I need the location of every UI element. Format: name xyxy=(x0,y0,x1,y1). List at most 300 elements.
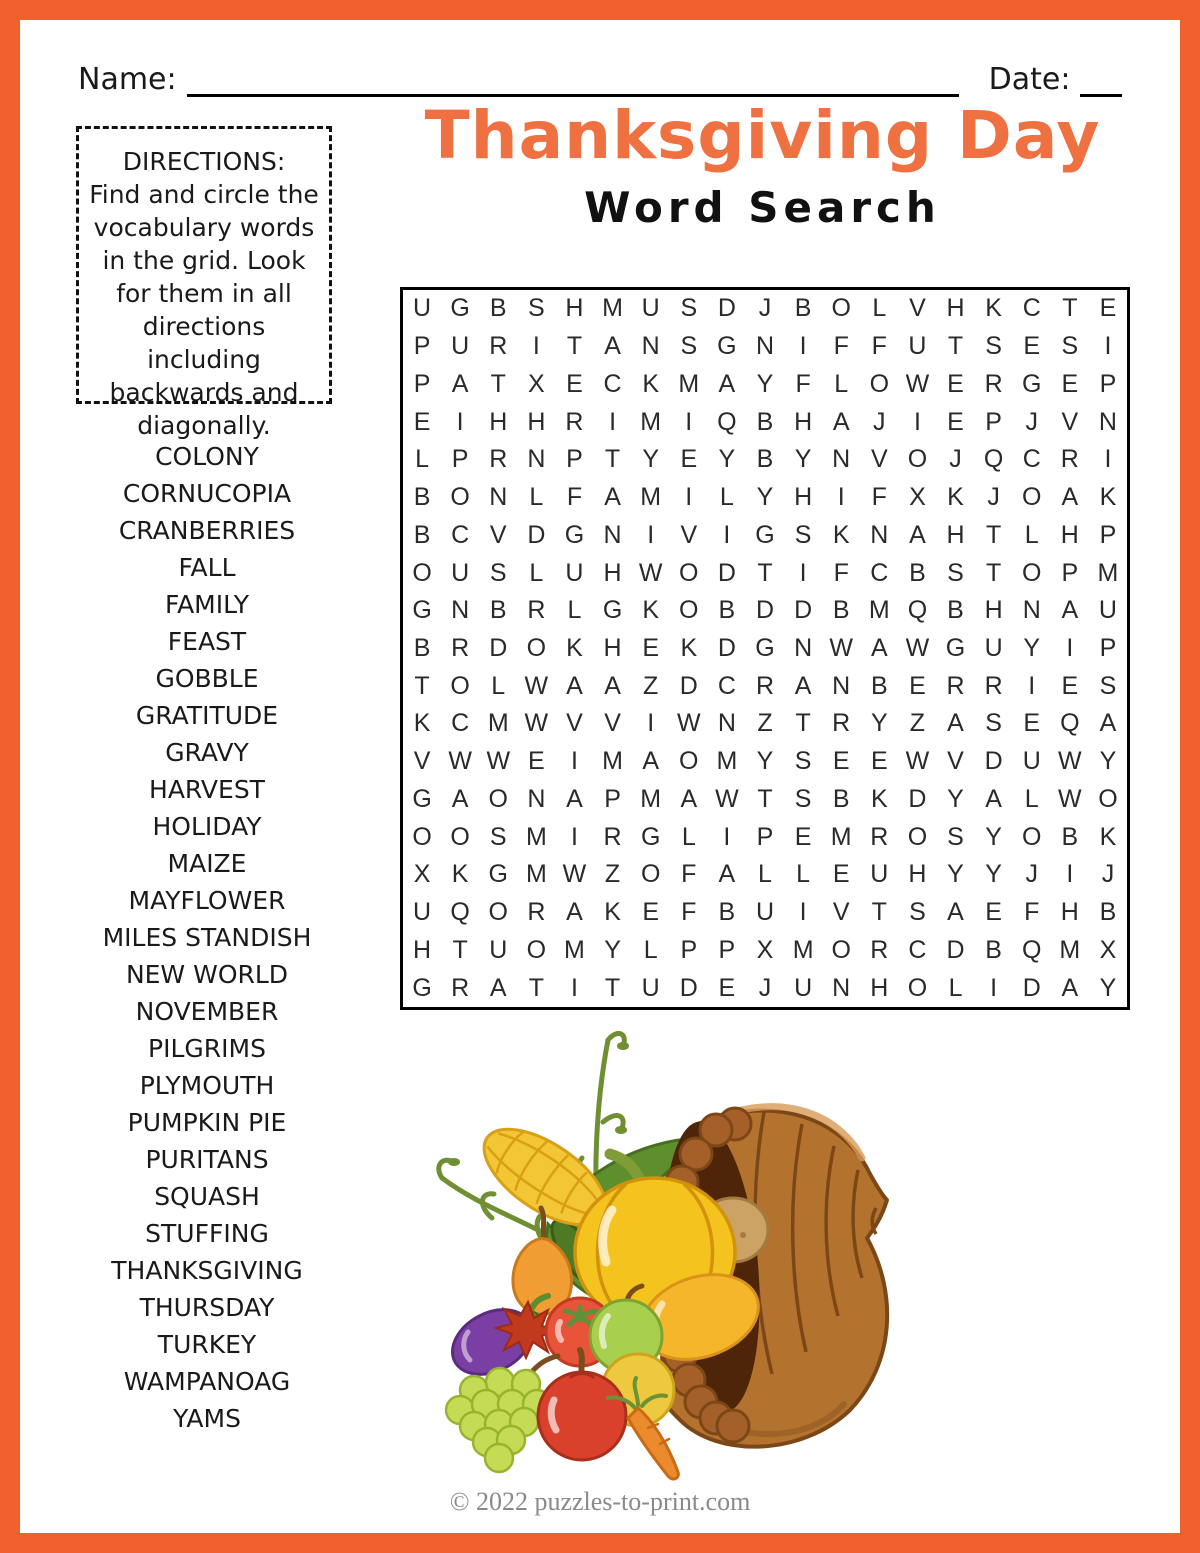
grid-letter: S xyxy=(528,294,545,323)
word-item: GRATITUDE xyxy=(135,701,279,730)
word-item: PURITANS xyxy=(145,1145,269,1174)
word-item: SQUASH xyxy=(154,1182,260,1211)
grid-letter: T xyxy=(490,369,506,398)
grid-letter: Q xyxy=(1022,935,1042,964)
grid-letter: L xyxy=(643,935,658,964)
grid-letter: D xyxy=(717,633,736,662)
grid-letter: I xyxy=(723,822,731,851)
grid-letter: J xyxy=(758,973,772,1002)
grid-letter: O xyxy=(679,747,699,776)
grid-letter: O xyxy=(450,822,470,851)
grid-letter: V xyxy=(947,747,964,776)
word-item: TURKEY xyxy=(157,1330,257,1359)
grid-letter: G xyxy=(450,294,470,323)
grid-letter: A xyxy=(642,747,660,776)
grid-letter: B xyxy=(756,445,774,474)
grid-letter: N xyxy=(832,671,851,700)
grid-letter: K xyxy=(642,596,660,625)
grid-letter: S xyxy=(1061,332,1079,361)
grid-letter: I xyxy=(609,407,617,436)
grid-letter: S xyxy=(489,822,507,851)
grid-letter: K xyxy=(1099,483,1117,512)
grid-letter: L xyxy=(415,445,429,474)
grid-letter: D xyxy=(794,596,813,625)
grid-letter: L xyxy=(948,973,963,1002)
grid-letter: S xyxy=(489,558,507,587)
word-item: COLONY xyxy=(155,442,259,471)
grid-letter: L xyxy=(529,483,544,512)
grid-letter: I xyxy=(570,822,578,851)
grid-letter: O xyxy=(831,294,851,323)
grid-letter: B xyxy=(909,558,926,587)
grid-letter: Z xyxy=(643,671,659,700)
grid-letter: S xyxy=(1099,671,1117,700)
grid-letter: U xyxy=(641,294,660,323)
grid-letter: T xyxy=(414,671,430,700)
grid-letter: T xyxy=(757,558,773,587)
word-item: CRANBERRIES xyxy=(118,516,296,545)
grid-letter: T xyxy=(985,520,1002,549)
grid-letter: D xyxy=(1022,973,1041,1002)
grid-letter: S xyxy=(985,332,1002,361)
grid-letter: Z xyxy=(909,709,926,738)
header-row xyxy=(78,58,1122,97)
grid-letter: H xyxy=(946,294,965,323)
page-subtitle: Word Search xyxy=(584,182,941,232)
grid-letter: F xyxy=(795,369,811,398)
grid-letter: I xyxy=(456,407,464,436)
grid-letter: M xyxy=(602,747,623,776)
grid-letter: M xyxy=(792,935,814,964)
grid-letter: F xyxy=(1024,898,1040,927)
grid-letter: U xyxy=(451,332,470,361)
grid-letter: Y xyxy=(756,747,774,776)
grid-letter: O xyxy=(1022,558,1042,587)
grid-letter: W xyxy=(562,860,587,889)
grid-letter: I xyxy=(685,483,693,512)
grid-letter: W xyxy=(1058,784,1082,813)
grid-letter: M xyxy=(716,747,738,776)
grid-letter: O xyxy=(679,596,699,625)
grid-letter: H xyxy=(794,407,813,436)
grid-letter: U xyxy=(641,973,660,1002)
grid-letter: R xyxy=(755,671,775,700)
grid-letter: A xyxy=(604,671,621,700)
grid-letter: X xyxy=(756,935,774,964)
letter-grid xyxy=(400,287,1130,1010)
grid-letter: D xyxy=(489,633,508,662)
grid-letter: R xyxy=(1060,445,1079,474)
grid-letter: B xyxy=(413,520,431,549)
grid-letter: A xyxy=(909,520,926,549)
grid-letter: T xyxy=(757,784,773,813)
grid-letter: K xyxy=(566,633,583,662)
cornucopia-illustration xyxy=(430,1012,1130,1484)
grid-letter: U xyxy=(451,558,470,587)
grid-letter: W xyxy=(638,558,663,587)
grid-letter: Y xyxy=(870,709,888,738)
grid-letter: T xyxy=(604,445,621,474)
grid-letter: I xyxy=(647,709,655,738)
grid-letter: Y xyxy=(985,860,1002,889)
grid-letter: P xyxy=(413,332,431,361)
grid-letter: Z xyxy=(757,709,773,738)
grid-letter: I xyxy=(799,898,807,927)
grid-letter: T xyxy=(452,935,468,964)
grid-letter: R xyxy=(565,407,584,436)
grid-letter: U xyxy=(413,898,432,927)
grid-letter: P xyxy=(413,369,431,398)
copyright-footer: © 2022 puzzles-to-print.com xyxy=(449,1487,751,1516)
grid-letter: H xyxy=(984,596,1003,625)
word-item: CORNUCOPIA xyxy=(122,479,292,508)
grid-letter: C xyxy=(451,709,470,738)
grid-letter: L xyxy=(1024,784,1039,813)
grid-letter: U xyxy=(755,898,775,927)
grid-letter: P xyxy=(1099,369,1117,398)
grid-letter: W xyxy=(524,709,549,738)
grid-letter: W xyxy=(905,369,930,398)
grid-letter: E xyxy=(718,973,736,1002)
grid-letter: H xyxy=(565,294,584,323)
grid-letter: U xyxy=(413,294,432,323)
grid-letter: T xyxy=(795,709,811,738)
grid-letter: D xyxy=(946,935,965,964)
grid-letter: Y xyxy=(985,822,1002,851)
grid-letter: M xyxy=(1097,558,1119,587)
grid-letter: F xyxy=(871,332,887,361)
grid-letter: N xyxy=(451,596,470,625)
grid-letter: J xyxy=(1101,860,1115,889)
grid-letter: E xyxy=(947,369,964,398)
grid-letter: L xyxy=(872,294,887,323)
grid-letter: A xyxy=(1099,709,1117,738)
grid-letter: A xyxy=(947,709,964,738)
grid-letter: Y xyxy=(718,445,736,474)
grid-letter: G xyxy=(488,860,508,889)
grid-letter: N xyxy=(489,483,508,512)
grid-letter: K xyxy=(985,294,1002,323)
grid-letter: C xyxy=(1022,445,1041,474)
grid-letter: E xyxy=(642,633,660,662)
grid-letter: Q xyxy=(1060,709,1080,738)
grid-letter: M xyxy=(678,369,700,398)
grid-letter: T xyxy=(871,898,887,927)
grid-letter: P xyxy=(604,784,621,813)
grid-letter: A xyxy=(489,973,507,1002)
title-block xyxy=(390,97,1135,232)
grid-letter: T xyxy=(1062,294,1078,323)
grid-letter: M xyxy=(640,784,662,813)
grid-letter: O xyxy=(907,822,928,851)
grid-letter: W xyxy=(486,747,511,776)
grid-letter: W xyxy=(905,633,930,662)
grid-letter: V xyxy=(909,294,926,323)
grid-letter: O xyxy=(450,671,470,700)
grid-letter: F xyxy=(871,483,887,512)
grid-letter: B xyxy=(832,596,850,625)
grid-letter: Y xyxy=(756,483,774,512)
grid-letter: A xyxy=(604,332,621,361)
grid-letter: R xyxy=(451,973,470,1002)
grid-letter: M xyxy=(602,294,623,323)
grid-letter: S xyxy=(680,294,698,323)
grid-letter: D xyxy=(679,671,698,700)
grid-letter: E xyxy=(832,747,850,776)
grid-letter: L xyxy=(1024,520,1039,549)
grid-letter: C xyxy=(603,369,622,398)
grid-letter: A xyxy=(566,784,583,813)
grid-letter: A xyxy=(832,407,850,436)
directions-body: Find and circle the vocabulary words in the grid. Look for them in all directions including backwards and diagonally. xyxy=(89,180,319,440)
word-item: HOLIDAY xyxy=(152,812,262,841)
grid-letter: O xyxy=(679,558,699,587)
grid-letter: J xyxy=(873,407,886,436)
grid-letter: G xyxy=(717,332,737,361)
grid-letter: O xyxy=(412,822,432,851)
grid-letter: G xyxy=(564,520,585,549)
grid-letter: I xyxy=(1066,633,1074,662)
grid-letter: N xyxy=(603,520,622,549)
grid-letter: M xyxy=(640,407,662,436)
grid-letter: H xyxy=(908,860,927,889)
grid-letter: B xyxy=(718,596,736,625)
grid-letter: O xyxy=(831,935,851,964)
grid-letter: U xyxy=(870,860,889,889)
grid-letter: G xyxy=(412,596,432,625)
grid-letter: E xyxy=(1061,369,1079,398)
grid-letter: P xyxy=(566,445,583,474)
word-item: MAIZE xyxy=(167,849,247,878)
grid-letter: E xyxy=(642,898,660,927)
grid-letter: W xyxy=(905,747,930,776)
grid-letter: O xyxy=(1022,822,1042,851)
grid-letter: D xyxy=(755,596,775,625)
grid-letter: M xyxy=(868,596,890,625)
grid-letter: K xyxy=(870,784,888,813)
grid-letter: T xyxy=(566,332,583,361)
grid-letter: E xyxy=(1023,709,1041,738)
grid-letter: G xyxy=(945,633,966,662)
grid-letter: E xyxy=(566,369,583,398)
grid-letter: A xyxy=(566,898,583,927)
grid-letter: Q xyxy=(983,445,1004,474)
grid-letter: A xyxy=(1061,973,1079,1002)
grid-letter: J xyxy=(1025,407,1038,436)
grid-letter: K xyxy=(680,633,698,662)
grid-letter: N xyxy=(832,445,851,474)
grid-letter: V xyxy=(832,898,850,927)
grid-letter: A xyxy=(870,633,888,662)
grid-letter: D xyxy=(908,784,927,813)
grid-letter: P xyxy=(1061,558,1079,587)
grid-letter: B xyxy=(947,596,964,625)
grid-letter: A xyxy=(947,898,964,927)
grid-letter: H xyxy=(527,407,546,436)
grid-letter: A xyxy=(680,784,698,813)
grid-letter: Y xyxy=(604,935,621,964)
grid-letter: R xyxy=(527,596,546,625)
grid-letter: N xyxy=(870,520,889,549)
word-item: THURSDAY xyxy=(139,1293,275,1322)
grid-letter: B xyxy=(413,483,431,512)
grid-letter: I xyxy=(799,558,807,587)
grid-letter: X xyxy=(413,860,431,889)
grid-letter: W xyxy=(715,784,739,813)
grid-letter: R xyxy=(946,671,965,700)
grid-letter: I xyxy=(1066,860,1074,889)
grid-letter: P xyxy=(718,935,736,964)
grid-letter: S xyxy=(794,784,812,813)
grid-letter: S xyxy=(947,822,964,851)
grid-letter: I xyxy=(570,973,578,1002)
grid-letter: A xyxy=(604,483,621,512)
grid-letter: R xyxy=(603,822,622,851)
grid-letter: G xyxy=(602,596,623,625)
grid-letter: M xyxy=(640,483,662,512)
directions-box xyxy=(76,126,332,440)
grid-letter: K xyxy=(832,520,850,549)
grid-letter: G xyxy=(1022,369,1042,398)
grid-letter: R xyxy=(984,671,1003,700)
grid-letter: L xyxy=(758,860,772,889)
grid-letter: T xyxy=(604,973,621,1002)
grid-letter: I xyxy=(647,520,655,549)
grid-letter: L xyxy=(796,860,811,889)
word-item: PILGRIMS xyxy=(148,1034,266,1063)
grid-letter: O xyxy=(1022,483,1042,512)
grid-letter: J xyxy=(987,483,1000,512)
date-label: Date: xyxy=(988,62,1071,97)
grid-letter: R xyxy=(870,935,889,964)
grid-letter: H xyxy=(603,558,622,587)
grid-letter: H xyxy=(870,973,889,1002)
word-item: STUFFING xyxy=(145,1219,269,1248)
grid-letter: S xyxy=(680,332,698,361)
grid-letter: D xyxy=(984,747,1003,776)
grid-letter: N xyxy=(794,633,813,662)
grid-letter: B xyxy=(870,671,888,700)
grid-letter: W xyxy=(524,671,549,700)
grid-letter: P xyxy=(451,445,469,474)
grid-letter: X xyxy=(528,369,545,398)
grid-letter: V xyxy=(1061,407,1079,436)
grid-letter: I xyxy=(1028,671,1036,700)
grid-letter: C xyxy=(717,671,736,700)
grid-letter: Y xyxy=(1023,633,1041,662)
grid-letter: N xyxy=(641,332,660,361)
grid-letter: I xyxy=(913,407,921,436)
grid-letter: W xyxy=(1058,747,1082,776)
grid-letter: F xyxy=(566,483,583,512)
grid-letter: S xyxy=(794,747,812,776)
grid-letter: D xyxy=(679,973,698,1002)
grid-letter: Q xyxy=(450,898,470,927)
grid-letter: L xyxy=(529,558,544,587)
grid-letter: E xyxy=(680,445,698,474)
grid-letter: P xyxy=(756,822,774,851)
grid-letter: E xyxy=(1099,294,1117,323)
grid-letter: B xyxy=(794,294,812,323)
grid-letter: Y xyxy=(756,369,774,398)
grid-letter: E xyxy=(909,671,926,700)
grid-letter: I xyxy=(837,483,845,512)
grid-letter: R xyxy=(489,332,508,361)
grid-letter: F xyxy=(833,332,849,361)
grid-letter: Y xyxy=(642,445,660,474)
word-item: GOBBLE xyxy=(155,664,259,693)
grid-letter: N xyxy=(832,973,851,1002)
grid-letter: K xyxy=(947,483,964,512)
grid-letter: W xyxy=(676,709,701,738)
grid-letter: M xyxy=(525,860,547,889)
grid-letter: E xyxy=(947,407,964,436)
word-item: NEW WORLD xyxy=(125,960,289,989)
grid-letter: B xyxy=(756,407,774,436)
name-label: Name: xyxy=(78,62,177,97)
grid-letter: Y xyxy=(1099,973,1117,1002)
word-item: PLYMOUTH xyxy=(139,1071,275,1100)
word-item: HARVEST xyxy=(149,775,265,804)
word-item: YAMS xyxy=(173,1404,241,1433)
grid-letter: Y xyxy=(947,784,964,813)
grid-letter: S xyxy=(794,520,812,549)
grid-letter: E xyxy=(870,747,888,776)
grid-letter: R xyxy=(489,445,508,474)
grid-letter: C xyxy=(1022,294,1041,323)
grid-letter: T xyxy=(985,558,1002,587)
word-item: MAYFLOWER xyxy=(128,886,286,915)
grid-letter: O xyxy=(869,369,890,398)
grid-letter: I xyxy=(532,332,540,361)
grid-letter: B xyxy=(985,935,1002,964)
date-write-in-line xyxy=(1080,58,1122,97)
grid-letter: P xyxy=(1099,633,1117,662)
grid-letter: Q xyxy=(907,596,928,625)
grid-letter: C xyxy=(451,520,470,549)
grid-letter: J xyxy=(1025,860,1038,889)
grid-letter: J xyxy=(949,445,962,474)
grid-letter: B xyxy=(413,633,431,662)
word-item: THANKSGIVING xyxy=(111,1256,303,1285)
grid-letter: R xyxy=(527,898,546,927)
grid-letter: M xyxy=(487,709,509,738)
grid-letter: E xyxy=(528,747,545,776)
word-item: FAMILY xyxy=(164,590,249,619)
grid-letter: V xyxy=(489,520,507,549)
grid-letter: D xyxy=(717,294,736,323)
grid-letter: H xyxy=(413,935,432,964)
grid-letter: R xyxy=(984,369,1003,398)
grid-letter: N xyxy=(1098,407,1117,436)
grid-letter: R xyxy=(832,709,851,738)
grid-letter: K xyxy=(451,860,469,889)
grid-letter: I xyxy=(570,747,578,776)
grid-letter: B xyxy=(832,784,850,813)
grid-letter: D xyxy=(717,558,736,587)
grid-letter: G xyxy=(755,633,775,662)
grid-letter: E xyxy=(1061,671,1079,700)
grid-letter: O xyxy=(640,860,661,889)
grid-letter: N xyxy=(527,445,546,474)
directions-heading: DIRECTIONS: xyxy=(122,147,286,176)
grid-letter: R xyxy=(870,822,889,851)
grid-letter: B xyxy=(489,294,507,323)
grid-letter: E xyxy=(985,898,1002,927)
word-item: FEAST xyxy=(167,627,247,656)
grid-letter: X xyxy=(1099,935,1117,964)
grid-letter: V xyxy=(680,520,698,549)
